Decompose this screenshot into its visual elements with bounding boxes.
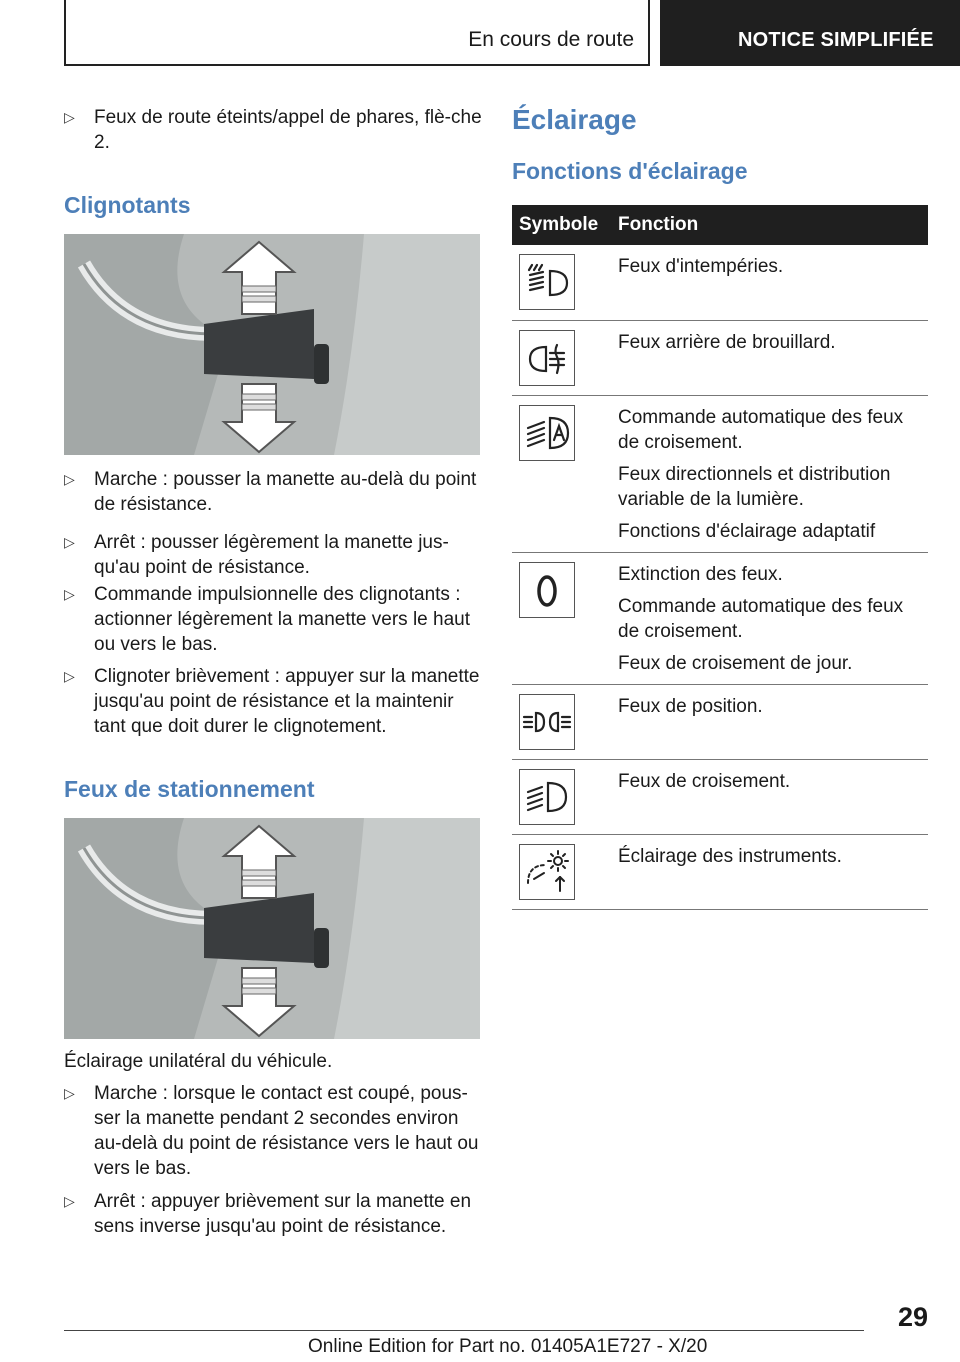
bullet-marker: ▷ bbox=[64, 534, 75, 550]
table-header-row bbox=[512, 205, 928, 245]
header-tab[interactable] bbox=[660, 0, 960, 66]
table-row bbox=[512, 320, 928, 395]
table-row bbox=[512, 684, 928, 759]
clignotants-bullet-4 bbox=[64, 664, 484, 739]
page-title: Éclairage bbox=[512, 104, 637, 135]
function-text: Feux de croisement. bbox=[618, 770, 791, 792]
table-row bbox=[512, 759, 928, 834]
bullet-marker: ▷ bbox=[64, 1085, 75, 1101]
function-text: Feux d'intempéries. bbox=[618, 256, 784, 277]
table-row bbox=[512, 834, 928, 909]
function-text: Fonctions d'éclairage adaptatif bbox=[618, 520, 876, 542]
table-row bbox=[512, 245, 928, 320]
bullet-text: Commande impulsionnelle des clignotants : actionner légèrement la manette vers le haut ou vers le bas. bbox=[94, 584, 470, 655]
header-tab-label: NOTICE SIMPLIFIÉE bbox=[738, 29, 934, 51]
bullet-marker: ▷ bbox=[64, 586, 75, 602]
page-number: 29 bbox=[897, 1302, 928, 1332]
function-text: Feux de croisement de jour. bbox=[618, 652, 853, 674]
bullet-text: Marche : lorsque le contact est coupé, pous-ser la manette pendant 2 secondes environ au-delà du point de résistance vers le haut ou vers le bas. bbox=[94, 1083, 479, 1179]
stationnement-bullet-1 bbox=[64, 1081, 484, 1181]
lights-off-icon bbox=[519, 562, 575, 618]
intro-bullet bbox=[64, 105, 484, 155]
instrument-lighting-icon bbox=[519, 844, 575, 900]
bullet-marker: ▷ bbox=[64, 1193, 75, 1209]
bullet-marker: ▷ bbox=[64, 668, 75, 684]
bullet-marker: ▷ bbox=[64, 109, 75, 125]
bullet-text: Arrêt : pousser légèrement la manette jus-qu'au point de résistance. bbox=[94, 532, 449, 578]
rear-fog-light-icon bbox=[519, 330, 575, 386]
clignotants-bullet-2 bbox=[64, 530, 484, 580]
table-row bbox=[512, 552, 928, 684]
low-beam-icon bbox=[519, 769, 575, 825]
footer-divider bbox=[64, 1330, 864, 1331]
parking-light-lever-photo bbox=[64, 818, 480, 1039]
footer-edition: Online Edition for Part no. 01405A1E727 - X/20 bbox=[308, 1336, 708, 1357]
turn-signal-lever-photo bbox=[64, 234, 480, 455]
section-title-stationnement: Feux de stationnement bbox=[64, 776, 315, 802]
stationnement-paragraph: Éclairage unilatéral du véhicule. bbox=[64, 1051, 333, 1072]
section-subtitle: Fonctions d'éclairage bbox=[512, 158, 748, 184]
table-row bbox=[512, 395, 928, 552]
column-header-function: Fonction bbox=[611, 205, 928, 245]
function-text: Commande automatique des feux de croisement. bbox=[618, 406, 904, 453]
function-text: Feux directionnels et distribution variable de la lumière. bbox=[618, 463, 891, 510]
stationnement-bullet-2 bbox=[64, 1189, 484, 1239]
bullet-marker: ▷ bbox=[64, 471, 75, 487]
function-text: Commande automatique des feux de croisement. bbox=[618, 595, 904, 642]
function-text: Feux arrière de brouillard. bbox=[618, 331, 836, 353]
clignotants-bullet-1 bbox=[64, 467, 484, 517]
header-section-box bbox=[64, 0, 650, 66]
weather-lights-icon bbox=[519, 254, 575, 310]
header-section-title: En cours de route bbox=[468, 28, 634, 51]
bullet-text: Feux de route éteints/appel de phares, flè-che 2. bbox=[94, 107, 482, 153]
function-text: Éclairage des instruments. bbox=[618, 845, 842, 867]
section-title-clignotants: Clignotants bbox=[64, 192, 191, 218]
function-text: Extinction des feux. bbox=[618, 563, 783, 585]
clignotants-bullet-3 bbox=[64, 582, 484, 657]
bullet-text: Marche : pousser la manette au-delà du point de résistance. bbox=[94, 469, 477, 515]
lighting-functions-table bbox=[512, 205, 928, 910]
bullet-text: Clignoter brièvement : appuyer sur la manette jusqu'au point de résistance et la maintenir tant que doit durer le clignotement. bbox=[94, 666, 480, 737]
auto-low-beam-icon bbox=[519, 405, 575, 461]
position-lights-icon bbox=[519, 694, 575, 750]
bullet-text: Arrêt : appuyer brièvement sur la manette en sens inverse jusqu'au point de résistance. bbox=[94, 1191, 472, 1237]
column-header-symbol: Symbole bbox=[512, 205, 611, 245]
function-text: Feux de position. bbox=[618, 695, 763, 717]
